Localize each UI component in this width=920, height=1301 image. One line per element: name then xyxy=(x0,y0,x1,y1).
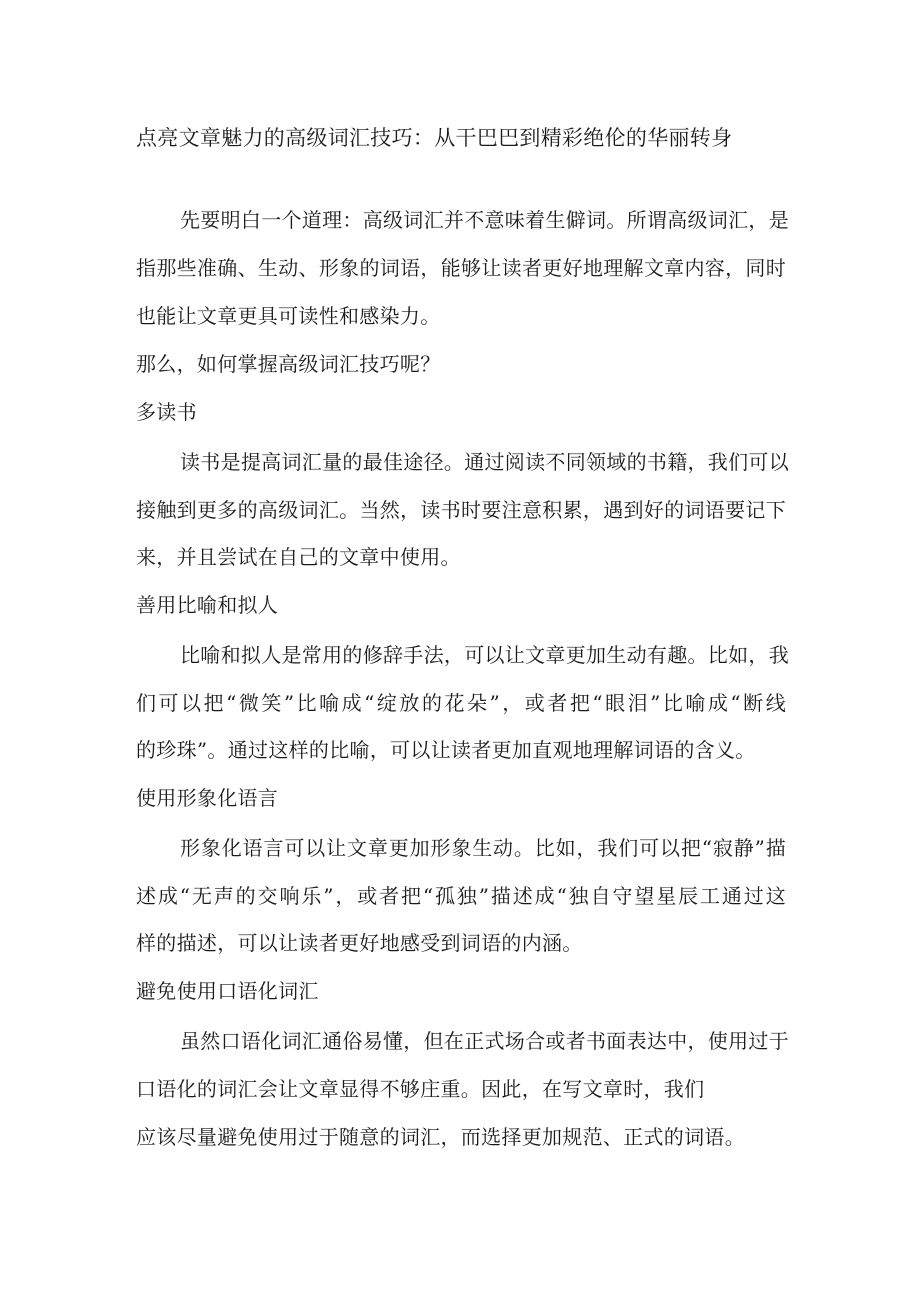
question-line: 那么，如何掌握高级词汇技巧呢？ xyxy=(136,352,441,376)
section-colloquial-line-1: 虽然口语化词汇通俗易懂，但在正式场合或者书面表达中，使用过于 xyxy=(180,1029,789,1053)
section-heading-metaphor: 善用比喻和拟人 xyxy=(136,593,279,617)
section-metaphor-line-2: 们可以把“微笑”比喻成“绽放的花朵”，或者把“眼泪”比喻成“断线 xyxy=(136,691,786,715)
section-reading-line-3: 来，并且尝试在自己的文章中使用。 xyxy=(136,545,461,569)
intro-line-1: 先要明白一个道理：高级词汇并不意味着生僻词。所谓高级词汇，是 xyxy=(180,208,789,232)
section-heading-colloquial: 避免使用口语化词汇 xyxy=(136,979,319,1003)
section-imagery-line-3: 样的描述，可以让读者更好地感受到词语的内涵。 xyxy=(136,931,583,955)
section-imagery-line-1: 形象化语言可以让文章更加形象生动。比如，我们可以把“寂静”描 xyxy=(180,836,786,860)
section-metaphor-line-1: 比喻和拟人是常用的修辞手法，可以让文章更加生动有趣。比如，我 xyxy=(180,643,789,667)
section-reading-line-1: 读书是提高词汇量的最佳途径。通过阅读不同领域的书籍，我们可以 xyxy=(180,450,789,474)
page-title: 点亮文章魅力的高级词汇技巧：从干巴巴到精彩绝伦的华丽转身 xyxy=(136,126,733,150)
section-colloquial-line-2: 口语化的词汇会让文章显得不够庄重。因此，在写文章时，我们 xyxy=(136,1077,705,1101)
section-colloquial-line-3: 应该尽量避免使用过于随意的词汇，而选择更加规范、正式的词语。 xyxy=(136,1125,745,1149)
intro-line-2: 指那些准确、生动、形象的词语，能够让读者更好地理解文章内容，同时 xyxy=(136,256,786,280)
section-reading-line-2: 接触到更多的高级词汇。当然，读书时要注意积累，遇到好的词语要记下 xyxy=(136,498,786,522)
section-heading-imagery: 使用形象化语言 xyxy=(136,786,279,810)
section-imagery-line-2: 述成“无声的交响乐”，或者把“孤独”描述成“独自守望星辰工通过这 xyxy=(136,884,786,908)
section-metaphor-line-3: 的珍珠”。通过这样的比喻，可以让读者更加直观地理解词语的含义。 xyxy=(136,738,756,762)
intro-line-3: 也能让文章更具可读性和感染力。 xyxy=(136,304,441,328)
section-heading-reading: 多读书 xyxy=(136,400,197,424)
